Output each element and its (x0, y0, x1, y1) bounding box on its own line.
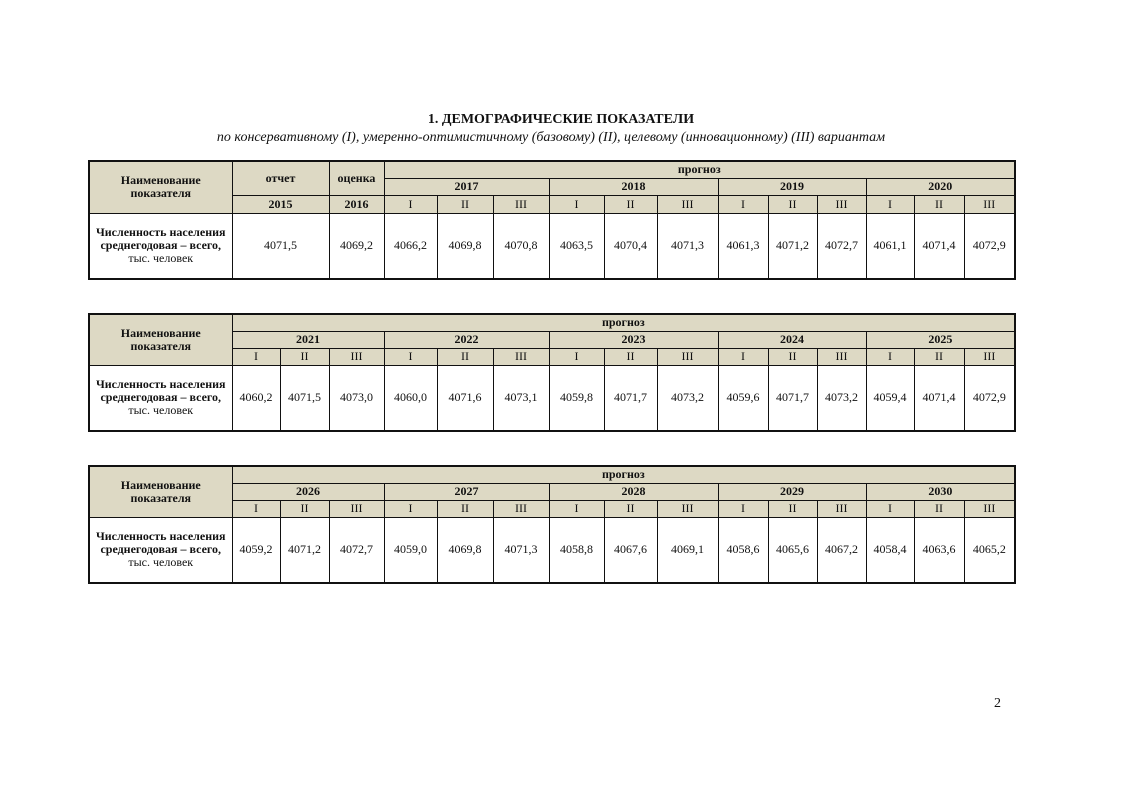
year-header: 2026 (232, 483, 384, 500)
variant-label: I (549, 195, 604, 213)
indicator-unit: тыс. человек (128, 403, 194, 418)
indicator-name (89, 517, 232, 583)
variant-label: II (914, 348, 964, 365)
forecast-value: 4063,5 (549, 213, 604, 279)
forecast-value: 4071,3 (657, 213, 718, 279)
variant-label: I (549, 500, 604, 517)
year-header: 2029 (718, 483, 866, 500)
variant-label: III (493, 348, 549, 365)
indicator-name (89, 213, 232, 279)
forecast-value: 4069,8 (437, 213, 493, 279)
year-header: 2025 (866, 331, 1015, 348)
forecast-header: прогноз (384, 161, 1015, 178)
year-header: 2030 (866, 483, 1015, 500)
forecast-value: 4059,6 (718, 365, 768, 431)
forecast-value: 4060,0 (384, 365, 437, 431)
indicator-name-bold: Численность населения среднегодовая – всего, (95, 225, 226, 253)
variant-label: II (768, 348, 817, 365)
variant-label: II (914, 500, 964, 517)
forecast-value: 4072,7 (329, 517, 384, 583)
forecast-value: 4072,9 (964, 213, 1015, 279)
year-header: 2022 (384, 331, 549, 348)
report-year: 2015 (232, 195, 329, 213)
estimate-value: 4069,2 (329, 213, 384, 279)
estimate-header: оценка (329, 161, 384, 195)
indicator-name-bold: Численность населения среднегодовая – всего, (95, 377, 226, 405)
indicator-name-bold: Численность населения среднегодовая – всего, (95, 529, 226, 557)
variant-label: I (384, 348, 437, 365)
year-header: 2021 (232, 331, 384, 348)
variant-label: I (384, 500, 437, 517)
year-header: 2020 (866, 178, 1015, 195)
forecast-value: 4058,4 (866, 517, 914, 583)
forecast-value: 4059,2 (232, 517, 280, 583)
variant-label: I (866, 348, 914, 365)
year-header: 2023 (549, 331, 718, 348)
forecast-value: 4073,2 (657, 365, 718, 431)
forecast-value: 4071,4 (914, 213, 964, 279)
demography-table-2021-2025 (88, 313, 1016, 432)
forecast-value: 4067,6 (604, 517, 657, 583)
year-header: 2028 (549, 483, 718, 500)
report-header: отчет (232, 161, 329, 195)
forecast-value: 4059,0 (384, 517, 437, 583)
variant-label: II (604, 195, 657, 213)
variant-label: II (914, 195, 964, 213)
forecast-value: 4065,6 (768, 517, 817, 583)
variant-label: III (329, 348, 384, 365)
forecast-value: 4059,8 (549, 365, 604, 431)
forecast-value: 4061,1 (866, 213, 914, 279)
forecast-value: 4071,6 (437, 365, 493, 431)
variant-label: III (964, 195, 1015, 213)
indicator-header: Наименование показателя (89, 161, 232, 213)
variant-label: I (232, 348, 280, 365)
forecast-value: 4070,8 (493, 213, 549, 279)
indicator-header: Наименование показателя (89, 314, 232, 365)
demography-table-2026-2030 (88, 465, 1016, 584)
page-subtitle: по консервативному (I), умеренно-оптимистичному (базовому) (II), целевому (инновационному) (III) вариантам (216, 130, 886, 145)
forecast-value: 4073,0 (329, 365, 384, 431)
forecast-value: 4065,2 (964, 517, 1015, 583)
indicator-unit: тыс. человек (128, 555, 194, 570)
variant-label: II (768, 195, 817, 213)
year-header: 2017 (384, 178, 549, 195)
forecast-value: 4071,3 (493, 517, 549, 583)
variant-label: III (817, 348, 866, 365)
year-header: 2027 (384, 483, 549, 500)
forecast-value: 4066,2 (384, 213, 437, 279)
variant-label: III (329, 500, 384, 517)
variant-label: III (657, 195, 718, 213)
variant-label: II (768, 500, 817, 517)
page-number: 2 (994, 696, 1001, 711)
forecast-value: 4071,7 (604, 365, 657, 431)
year-header: 2019 (718, 178, 866, 195)
variant-label: II (604, 348, 657, 365)
forecast-value: 4058,8 (549, 517, 604, 583)
forecast-value: 4071,7 (768, 365, 817, 431)
variant-label: II (437, 348, 493, 365)
variant-label: II (437, 500, 493, 517)
variant-label: II (280, 348, 329, 365)
variant-label: I (549, 348, 604, 365)
forecast-value: 4059,4 (866, 365, 914, 431)
variant-label: III (964, 500, 1015, 517)
variant-label: I (718, 500, 768, 517)
forecast-value: 4063,6 (914, 517, 964, 583)
variant-label: III (817, 500, 866, 517)
forecast-value: 4072,7 (817, 213, 866, 279)
estimate-year: 2016 (329, 195, 384, 213)
forecast-value: 4073,2 (817, 365, 866, 431)
indicator-header: Наименование показателя (89, 466, 232, 517)
forecast-value: 4069,1 (657, 517, 718, 583)
forecast-value: 4058,6 (718, 517, 768, 583)
forecast-value: 4071,4 (914, 365, 964, 431)
report-value: 4071,5 (232, 213, 329, 279)
forecast-value: 4071,2 (280, 517, 329, 583)
variant-label: I (866, 195, 914, 213)
forecast-value: 4060,2 (232, 365, 280, 431)
indicator-unit: тыс. человек (128, 251, 194, 266)
demography-table-2015-2020 (88, 160, 1016, 280)
variant-label: II (604, 500, 657, 517)
year-header: 2024 (718, 331, 866, 348)
forecast-value: 4071,2 (768, 213, 817, 279)
forecast-value: 4069,8 (437, 517, 493, 583)
variant-label: II (280, 500, 329, 517)
variant-label: III (657, 500, 718, 517)
forecast-value: 4070,4 (604, 213, 657, 279)
variant-label: III (964, 348, 1015, 365)
variant-label: III (493, 500, 549, 517)
forecast-header: прогноз (232, 314, 1015, 331)
forecast-value: 4061,3 (718, 213, 768, 279)
variant-label: III (817, 195, 866, 213)
year-header: 2018 (549, 178, 718, 195)
forecast-value: 4067,2 (817, 517, 866, 583)
variant-label: III (657, 348, 718, 365)
variant-label: I (718, 348, 768, 365)
variant-label: I (718, 195, 768, 213)
forecast-value: 4073,1 (493, 365, 549, 431)
forecast-value: 4072,9 (964, 365, 1015, 431)
variant-label: I (232, 500, 280, 517)
indicator-name (89, 365, 232, 431)
page-title: 1. ДЕМОГРАФИЧЕСКИЕ ПОКАЗАТЕЛИ (427, 112, 695, 127)
variant-label: II (437, 195, 493, 213)
forecast-header: прогноз (232, 466, 1015, 483)
forecast-value: 4071,5 (280, 365, 329, 431)
variant-label: I (866, 500, 914, 517)
variant-label: I (384, 195, 437, 213)
variant-label: III (493, 195, 549, 213)
